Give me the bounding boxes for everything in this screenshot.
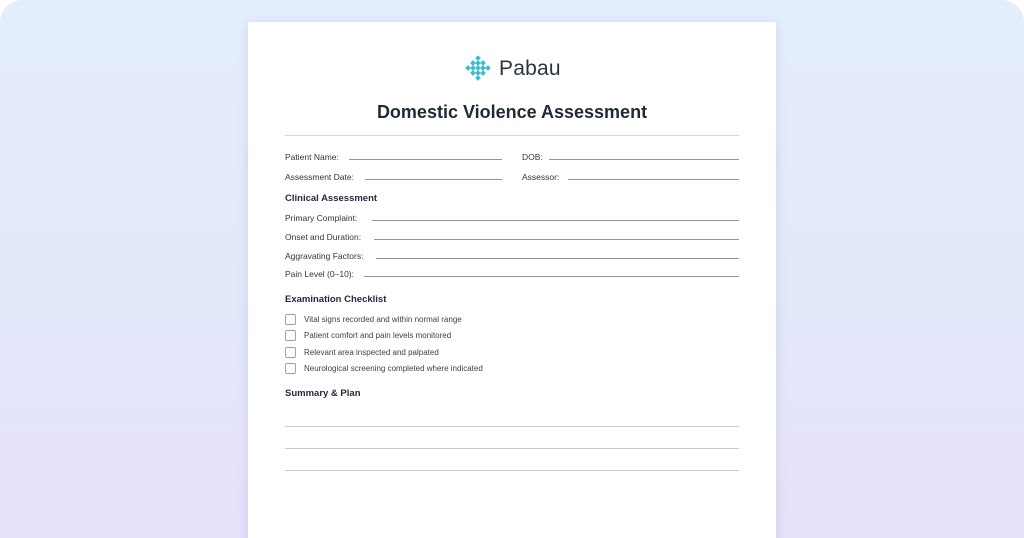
pain-level-field[interactable] (364, 276, 739, 277)
assessor-label: Assessor: (522, 172, 560, 182)
assessment-date-field[interactable] (365, 179, 502, 180)
title-divider (285, 135, 739, 136)
dob-label: DOB: (522, 152, 543, 162)
form-title: Domestic Violence Assessment (376, 102, 648, 122)
checklist-item[interactable] (285, 363, 483, 374)
summary-note-line[interactable] (285, 448, 739, 449)
primary-complaint-field[interactable] (372, 220, 739, 221)
aggravating-factors-label: Aggravating Factors: (285, 251, 364, 261)
checklist-item-label: Relevant area inspected and palpated (304, 348, 439, 357)
checklist-item[interactable] (285, 347, 439, 358)
form-document (248, 22, 776, 538)
dob-field[interactable] (549, 159, 739, 160)
aggravating-factors-field[interactable] (376, 258, 739, 259)
patient-name-label: Patient Name: (285, 152, 339, 162)
brand-name: Pabau (499, 57, 561, 80)
checkbox[interactable] (285, 347, 296, 358)
checklist-item[interactable] (285, 330, 451, 341)
examination-checklist-heading: Examination Checklist (285, 294, 387, 305)
checkbox[interactable] (285, 330, 296, 341)
checkbox[interactable] (285, 314, 296, 325)
checkbox[interactable] (285, 363, 296, 374)
onset-duration-label: Onset and Duration: (285, 232, 362, 242)
checklist-item-label: Patient comfort and pain levels monitored (304, 331, 452, 340)
checklist-item[interactable] (285, 314, 462, 325)
checklist-item-label: Neurological screening completed where indicated (304, 364, 483, 373)
summary-note-line[interactable] (285, 426, 739, 427)
primary-complaint-label: Primary Complaint: (285, 213, 358, 223)
pain-level-label: Pain Level (0–10): (285, 269, 354, 279)
checklist-item-label: Vital signs recorded and within normal range (304, 315, 462, 324)
summary-note-line[interactable] (285, 470, 739, 471)
pabau-logo-icon (464, 56, 492, 82)
patient-name-field[interactable] (349, 159, 502, 160)
summary-plan-heading: Summary & Plan (285, 388, 361, 399)
assessment-date-label: Assessment Date: (285, 172, 354, 182)
assessor-field[interactable] (568, 179, 739, 180)
clinical-assessment-heading: Clinical Assessment (285, 193, 378, 204)
onset-duration-field[interactable] (374, 239, 739, 240)
brand-logo (464, 55, 561, 83)
